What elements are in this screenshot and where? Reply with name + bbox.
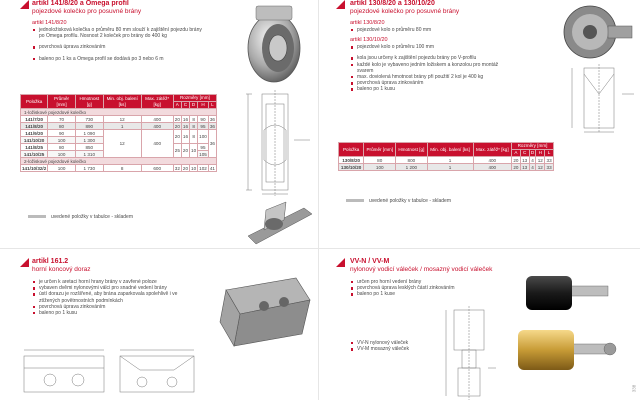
wheel-photo (232, 4, 314, 88)
list-item: baleno po 1 kuse (350, 291, 550, 297)
guide-roller-technical-drawing (440, 306, 500, 400)
table-header: C (520, 150, 529, 157)
table-header: L (208, 102, 216, 109)
section-subtitle: nylonový vodicí váleček / mosazný vodicí váleček (350, 266, 493, 273)
section-161-2 (32, 258, 202, 316)
section-subtitle: pojezdové kolečko pro posuvné brány (32, 8, 142, 15)
section-marker (20, 0, 29, 9)
table-row: 130/10/20 100 1 200 1 400 20 13 4 12 33 (339, 164, 554, 171)
table-header: Min. obj. balení [ks] (103, 95, 141, 109)
table-header: Hmotnost [g] (396, 143, 427, 157)
list-item: každé kolo je vybaveno jedním ložiskem a konzolou pro montáž svarem (350, 62, 515, 74)
vertical-divider (318, 0, 319, 400)
section-title: artikl 161.2 (32, 258, 69, 265)
list-item: pojezdové kolo o průměru 80 mm (350, 27, 550, 33)
feature-list (32, 56, 237, 62)
list-item: vybaven dvěmi nylonovými válci pro snadné vedení brány (32, 285, 192, 291)
feature-list (32, 279, 192, 316)
section-marker (336, 0, 345, 9)
table-header: Průměr [mm] (364, 143, 396, 157)
omega-profile-photo (244, 196, 314, 248)
list-item: baleno po 1 kusu (32, 310, 192, 316)
horizontal-divider (0, 248, 640, 249)
article-subhead: artikl 130/10/20 (350, 37, 388, 44)
v-wheel-photo (556, 0, 636, 60)
list-item: VV-M mosazný váleček (350, 346, 409, 352)
end-stop-photo (206, 270, 314, 350)
table-row: 141/10/25 100 1 310 105 (21, 151, 217, 158)
article-subhead: artikl 130/8/20 (350, 20, 385, 26)
table-header: Min. obj. balení [ks] (427, 143, 473, 157)
table-row: 141/7/20 70 730 12 400 20 16 8 90 36 (21, 116, 217, 123)
table-group-label: 2-ložiskové pojezdové kolečko (21, 158, 217, 165)
list-item: pojezdové kolo o průměru 100 mm (350, 44, 550, 50)
section-marker (336, 258, 345, 267)
wheel-technical-drawing (234, 90, 316, 200)
article-subhead: artikl 141/8/20 (32, 20, 67, 26)
list-item: je určen k aretaci horní hrany brány v zavřené poloze (32, 279, 192, 285)
table-row: 141/8/20 80 890 1 400 20 16 8 95 36 (21, 123, 217, 130)
feature-list (350, 44, 550, 50)
list-item: povrchová úprava zinkováním (32, 44, 237, 50)
legend-swatch (346, 199, 364, 202)
table-row: 141/8/25 80 850 25 20 10 95 (21, 144, 217, 151)
table-row: 141/10/32/2 100 1 730 8 600 32 20 10 102 41 (22, 165, 215, 171)
table-header: Položka (339, 143, 364, 157)
section-title: artikl 141/8/20 a Omega profil (32, 0, 129, 7)
list-item: VV-N nylonový váleček (350, 340, 409, 346)
list-item: ústí dorazu je rozšířené, aby brána zaparkovala spolehlivě i ve ztížených povětrnostních podmínkách (32, 291, 192, 303)
table-header: H (536, 150, 545, 157)
table-header: H (198, 102, 209, 109)
table-header: A (512, 150, 521, 157)
list-item: určen pro horní vedení brány (350, 279, 550, 285)
section-130 (350, 0, 550, 93)
table-header: C (181, 102, 189, 109)
feature-list (32, 27, 202, 39)
feature-list (350, 27, 550, 33)
end-stop-technical-drawing (20, 346, 200, 400)
table-header: D (530, 150, 535, 156)
table-header: Položka (21, 95, 48, 109)
table-header: Průměr [mm] (48, 95, 76, 109)
table-header: D (190, 102, 198, 109)
list-item: baleno po 1 kusu (350, 86, 515, 92)
feature-list (32, 44, 237, 50)
table-header: Rozměry [mm] (512, 143, 554, 150)
list-item: povrchová úprava zinkováním (32, 304, 192, 310)
variant-list (350, 340, 409, 352)
page-number: 338 (631, 384, 637, 393)
section-subtitle: pojezdové kolečko pro posuvné brány (350, 8, 460, 15)
stock-legend: uvedené položky v tabulce - skladem (346, 198, 451, 204)
table-header: Rozměry [mm] (173, 95, 216, 102)
v-wheel-technical-drawing (566, 64, 636, 136)
table-header: Hmotnost [g] (75, 95, 103, 109)
list-item: max. doviolená hmotnost brány při použití 2 kol je 400 kg (350, 74, 515, 80)
legend-swatch (28, 215, 46, 218)
list-item: kola jsou určeny k zajištění pojezdu brány po V-profilu (350, 55, 515, 61)
table-row: 141/10/20 100 1 300 (21, 137, 217, 144)
table-header: A (173, 102, 181, 109)
section-141-8-20 (32, 0, 237, 62)
feature-list (350, 55, 515, 92)
section-title: artikl 130/8/20 a 130/10/20 (350, 0, 435, 7)
table-header: L (545, 150, 554, 157)
section-marker (20, 258, 29, 267)
table-group-label: 1-ložiskové pojezdové kolečko (21, 109, 217, 116)
spec-table-130 (338, 142, 554, 171)
table-header: Max. zátěž* [kg] (141, 95, 173, 109)
table-header: Max. zátěž* [kg] (473, 143, 512, 157)
list-item: jednoložisková kolečka o průměru 80 mm slouží k zajištění pojezdu brány po Omega profilu. Nosnost 2 koleček pro brány do 400 kg (32, 27, 202, 39)
guide-roller-photo (508, 268, 628, 398)
section-title: VV-N / VV-M (350, 258, 390, 265)
list-item: povrchová úprava lesklých částí zinkováním (350, 285, 550, 291)
section-subtitle: horní koncový doraz (32, 266, 91, 273)
table-row: 130/8/20 80 800 1 400 20 13 4 12 33 (339, 157, 554, 164)
list-item: povrchová úprava zinkováním (350, 80, 515, 86)
list-item: baleno po 1 ks a Omega profil se dodává po 3 nebo 6 m (32, 56, 237, 62)
spec-table-141 (20, 94, 217, 172)
table-row: 141/9/20 90 1 090 12 400 20 16 8 100 36 (21, 130, 217, 137)
stock-legend: uvedené položky v tabulce - skladem (28, 214, 133, 220)
